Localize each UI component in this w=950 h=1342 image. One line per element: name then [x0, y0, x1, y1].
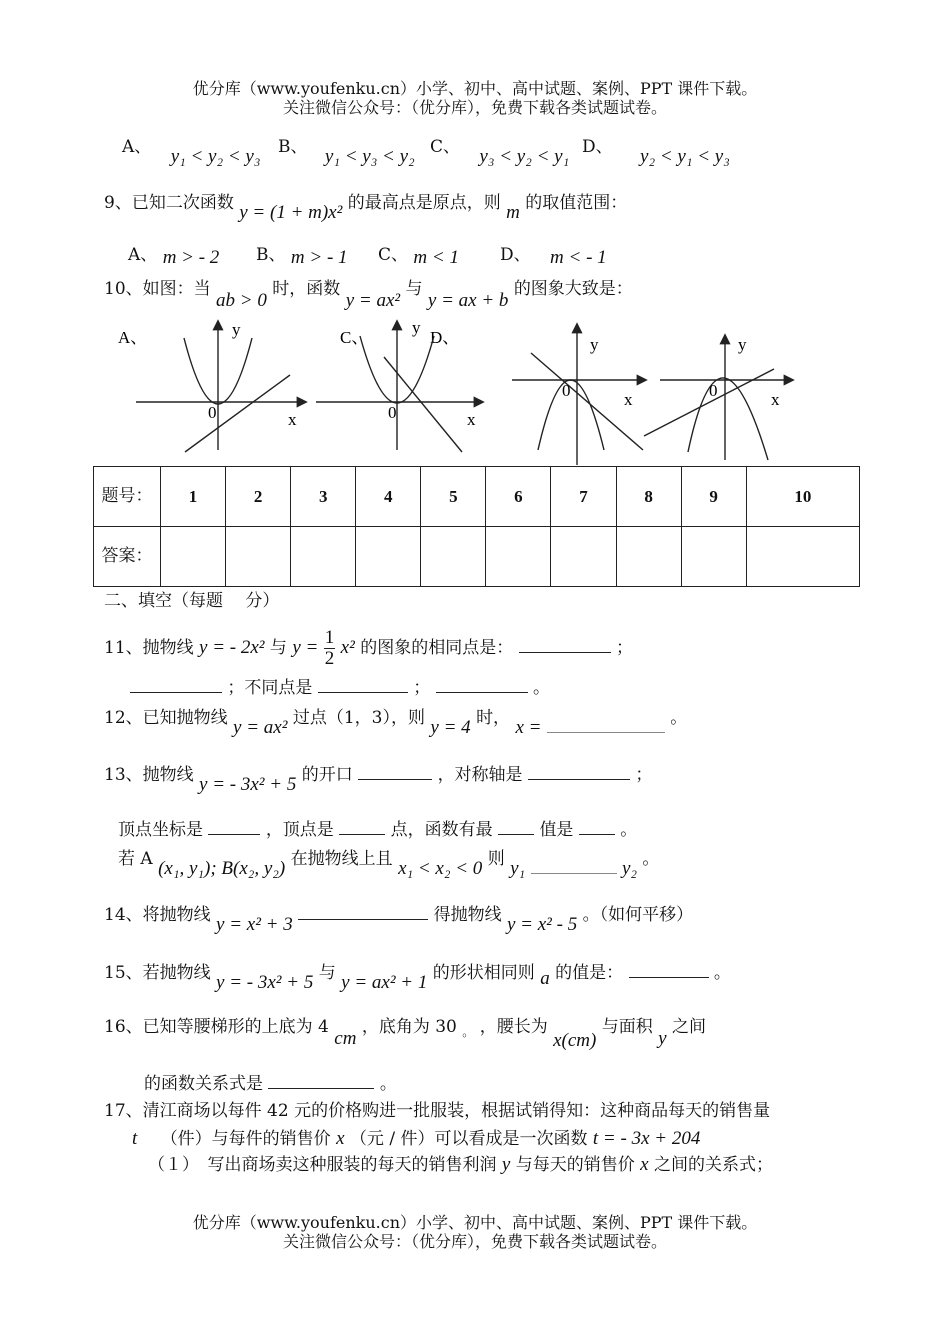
- q8-expr-b: y₁ < y₃ < y₂: [324, 146, 415, 167]
- q16-line-2: 的函数关系式是 。: [144, 1074, 397, 1094]
- q13-blank-vertex[interactable]: [208, 820, 260, 835]
- q17-line-2: t （件）与每件的销售价 x （元 / 件）可以看成是一次函数 t = - 3x + 204: [132, 1128, 701, 1149]
- question-number: 7: [551, 467, 616, 527]
- footer-line-2: 关注微信公众号：（优分库），免费下载各类试题试卷。: [282, 1232, 667, 1251]
- q17-line-1: 17、清江商场以每件 42 元的价格购进一批服装，根据试销得知：这种商品每天的销售量: [104, 1101, 771, 1121]
- q9-option-d: D、 m < - 1: [500, 245, 607, 268]
- q13-blank-extreme[interactable]: [498, 820, 534, 835]
- q14-stem: 14、将抛物线 y = x² + 3 得抛物线 y = x² - 5 。（如何平移）: [104, 905, 694, 935]
- q11-fraction: $\frac{1}{2}$: [324, 627, 335, 669]
- svg-text:y: y: [590, 335, 599, 354]
- graph-a: [118, 320, 305, 452]
- question-number: 6: [486, 467, 551, 527]
- svg-text:y: y: [412, 318, 421, 337]
- question-number: 1: [161, 467, 226, 527]
- answer-cell[interactable]: [421, 527, 486, 587]
- q12-blank[interactable]: [547, 718, 665, 733]
- q14-blank[interactable]: [298, 905, 428, 920]
- question-number: 4: [356, 467, 421, 527]
- svg-text:x: x: [288, 410, 297, 429]
- header-line-1: 优分库（www.youfenku.cn）小学、初中、高中试题、案例、PPT 课件下载。: [192, 79, 758, 98]
- graph-c: [316, 318, 482, 452]
- q13-blank-value[interactable]: [579, 820, 615, 835]
- q8-option-b: B、 y₁ < y₃ < y₂: [278, 137, 415, 167]
- q8-expr-d: y₂ < y₁ < y₃: [640, 146, 730, 167]
- q13-blank-axis[interactable]: [528, 765, 630, 780]
- graph-d: [512, 325, 645, 465]
- question-number: 10: [746, 467, 859, 527]
- answer-cell[interactable]: [161, 527, 226, 587]
- svg-text:x: x: [624, 390, 633, 409]
- q15-blank[interactable]: [629, 963, 709, 978]
- q13-blank-point[interactable]: [339, 820, 385, 835]
- q9-option-a: A、 m > - 2: [128, 245, 220, 268]
- q15-stem: 15、若抛物线 y = - 3x² + 5 与 y = ax² + 1 的形状相同则 a 的值是： 。: [104, 963, 731, 993]
- svg-text:x: x: [467, 410, 476, 429]
- header-line-2: 关注微信公众号：（优分库），免费下载各类试题试卷。: [282, 98, 667, 117]
- row-label-answer: 答案：: [94, 527, 161, 587]
- footer-line-1: 优分库（www.youfenku.cn）小学、初中、高中试题、案例、PPT 课件下载。: [192, 1213, 758, 1232]
- svg-text:C、: C、: [340, 328, 369, 347]
- graph-e: [644, 335, 792, 460]
- q9-option-c: C、 m < 1: [378, 245, 459, 268]
- question-number: 5: [421, 467, 486, 527]
- q13-line-3: 若 A (x₁, y₁); B(x₂, y₂) 在抛物线上且 x₁ < x₂ < 0 则 y₁ y₂ 。: [118, 849, 660, 879]
- svg-text:y: y: [738, 335, 747, 354]
- q13-stem: 13、抛物线 y = - 3x² + 5 的开口 ，对称轴是 ；: [104, 765, 653, 795]
- q8-option-a: A、 y₁ < y₂ < y₃: [122, 137, 261, 167]
- q9-formula: y = (1 + m)x²: [239, 202, 343, 223]
- q8-option-c: C、 y₃ < y₂ < y₁: [430, 137, 570, 167]
- answer-table-number-row: [94, 467, 860, 527]
- svg-text:0: 0: [709, 381, 718, 400]
- q13-blank-opening[interactable]: [358, 765, 432, 780]
- answer-table-answer-row: [94, 527, 860, 587]
- question-number: 3: [291, 467, 356, 527]
- q8-expr-a: y₁ < y₂ < y₃: [170, 146, 261, 167]
- question-number: 2: [226, 467, 291, 527]
- question-number: 9: [681, 467, 746, 527]
- q16-stem: 16、已知等腰梯形的上底为 4 cm ，底角为 30 $_。$ ，腰长为 x(cm) 与面积 y 之间: [104, 1017, 707, 1051]
- answer-cell[interactable]: [486, 527, 551, 587]
- svg-text:A、: A、: [118, 328, 148, 347]
- svg-text:0: 0: [388, 403, 397, 422]
- q11-blank-3[interactable]: [318, 678, 408, 693]
- q9-stem: 9、已知二次函数 y = (1 + m)x² 的最高点是原点，则 m 的取值范围：: [104, 193, 628, 223]
- q8-expr-c: y₃ < y₂ < y₁: [479, 146, 570, 167]
- row-label-number: 题号：: [94, 467, 161, 527]
- svg-text:x: x: [771, 390, 780, 409]
- svg-text:0: 0: [562, 381, 571, 400]
- q13-blank-compare[interactable]: [531, 859, 617, 874]
- answer-cell[interactable]: [681, 527, 746, 587]
- svg-text:D、: D、: [430, 328, 460, 347]
- q11-blank-4[interactable]: [436, 678, 528, 693]
- q17-sub-1: （１） 写出商场卖这种服装的每天的销售利润 y 与每天的销售价 x 之间的关系式；: [148, 1154, 773, 1175]
- answer-cell[interactable]: [356, 527, 421, 587]
- q11-stem: 11、抛物线 y = - 2x² 与 y = $\frac{1}{2}$ x² 的图象的相同点是： ；: [104, 627, 634, 669]
- answer-cell[interactable]: [746, 527, 859, 587]
- answer-cell[interactable]: [616, 527, 681, 587]
- q10-graphs: [0, 0, 950, 480]
- q11-blank-1[interactable]: [519, 638, 611, 653]
- answer-table: [93, 466, 860, 587]
- answer-cell[interactable]: [551, 527, 616, 587]
- section-2-title: 二、填空（每题 分）: [104, 591, 280, 611]
- q13-line-2: 顶点坐标是 ，顶点是 点，函数有最 值是 。: [118, 820, 638, 840]
- svg-text:y: y: [232, 320, 241, 339]
- q12-stem: 12、已知抛物线 y = ax² 过点（1，3），则 y = 4 时， x = 。: [104, 708, 688, 738]
- q10-stem: 10、如图：当 ab > 0 时，函数 y = ax² 与 y = ax + b 的图象大致是：: [104, 279, 633, 311]
- answer-cell[interactable]: [226, 527, 291, 587]
- q11-blank-2[interactable]: [130, 678, 222, 693]
- question-number: 8: [616, 467, 681, 527]
- q9-option-b: B、 m > - 1: [256, 245, 348, 268]
- answer-cell[interactable]: [291, 527, 356, 587]
- q16-blank[interactable]: [268, 1074, 374, 1089]
- q8-option-d: D、 y₂ < y₁ < y₃: [582, 137, 730, 167]
- svg-text:0: 0: [208, 403, 217, 422]
- q11-line-2: ；不同点是 ； 。: [130, 673, 550, 698]
